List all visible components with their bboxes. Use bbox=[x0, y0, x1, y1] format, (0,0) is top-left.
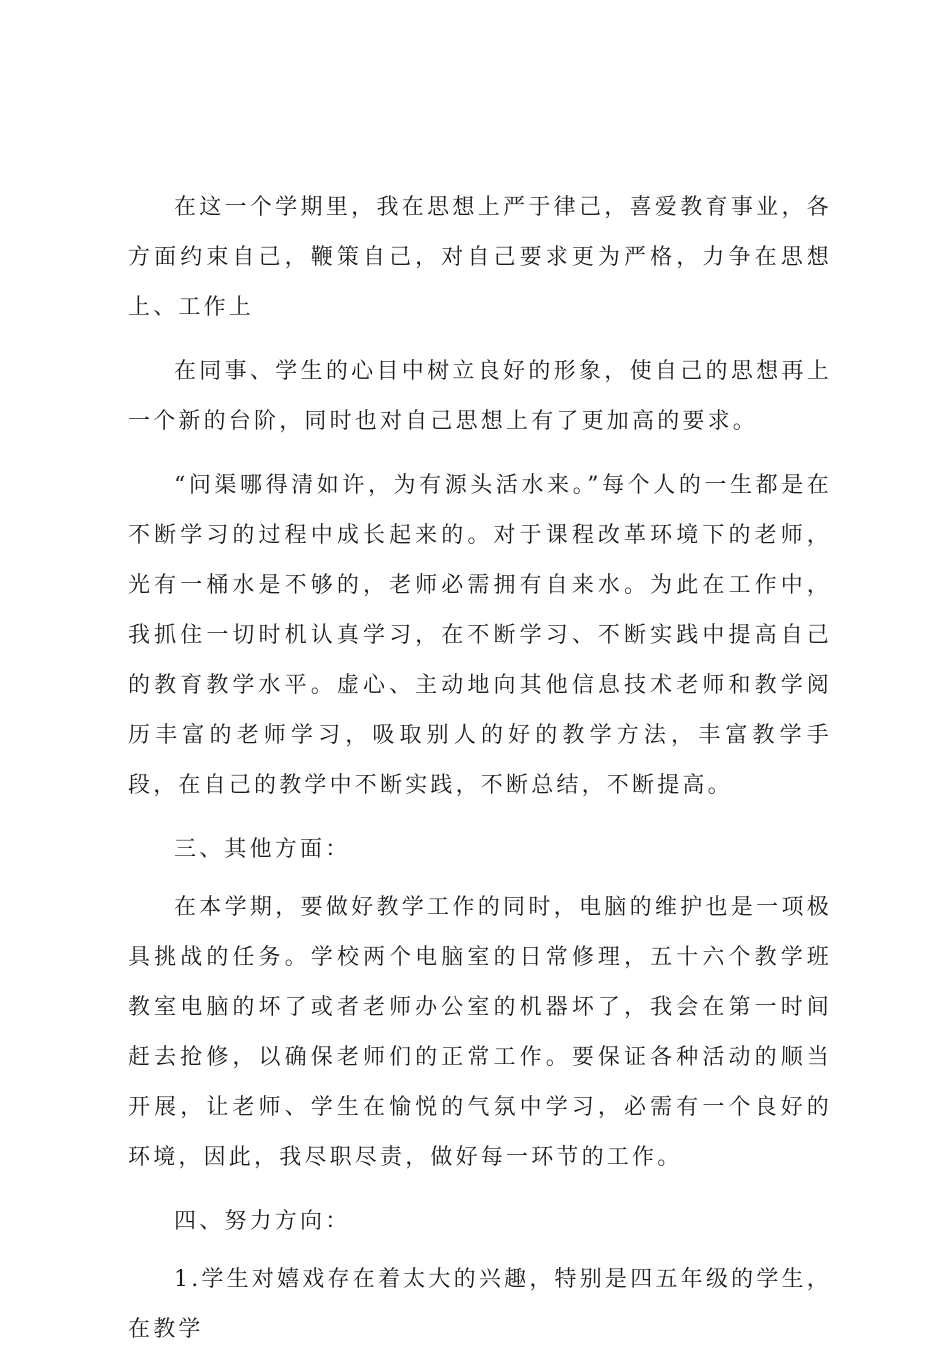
paragraph-continuous-learning: “问渠哪得清如许，为有源头活水来。”每个人的一生都是在不断学习的过程中成长起来的。对于课程改革环境下的老师，光有一桶水是不够的，老师必需拥有自来水。为此在工作中，我抓住一切时机认真学习，在不断学习、不断实践中提高自己的教育教学水平。虚心、主动地向其他信息技术老师和教学阅历丰富的老师学习，吸取别人的好的教学方法，丰富教学手段，在自己的教学中不断实践，不断总结，不断提高。 bbox=[128, 473, 832, 798]
paragraph-computer-maintenance: 在本学期，要做好教学工作的同时，电脑的维护也是一项极具挑战的任务。学校两个电脑室的日常修理，五十六个教学班教室电脑的坏了或者老师办公室的机器坏了，我会在第一时间赶去抢修，以确保老师们的正常工作。要保证各种活动的顺当开展，让老师、学生在愉悦的气氛中学习，必需有一个良好的环境，因此，我尽职尽责，做好每一环节的工作。 bbox=[128, 895, 832, 1170]
document-body bbox=[128, 183, 832, 1369]
section-heading-direction: 四、努力方向： bbox=[174, 1209, 351, 1234]
section-heading-other-aspects: 三、其他方面： bbox=[174, 837, 351, 862]
paragraph-self-discipline: 在这一个学期里，我在思想上严于律己，喜爱教育事业，各方面约束自己，鞭策自己，对自己要求更为严格，力争在思想上、工作上 bbox=[128, 195, 832, 320]
paragraph-good-image: 在同事、学生的心目中树立良好的形象，使自己的思想再上一个新的台阶，同时也对自己思想上有了更加高的要求。 bbox=[128, 359, 832, 434]
paragraph-item-1: 1.学生对嬉戏存在着太大的兴趣，特别是四五年级的学生，在教学 bbox=[128, 1267, 832, 1342]
